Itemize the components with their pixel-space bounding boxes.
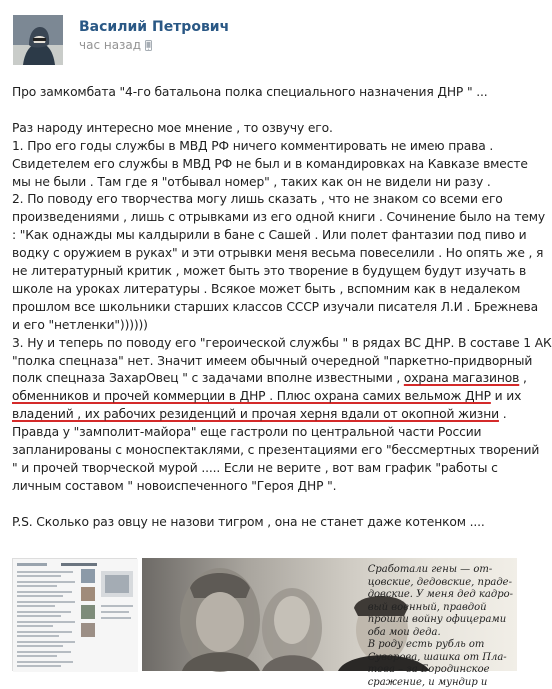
poem-line: сражение, и мундир и: [368, 677, 513, 689]
text-line: школе на уроках литературы . Всякое может быть , вспомним как в недалеком: [12, 281, 517, 299]
text-line: Свидетелем его службы в МВД РФ не был и в командировках на Кавказе вместе: [12, 156, 517, 174]
text-line: произведениями , лишь с отрывками из его одной книги . Сочинение было на тему: [12, 209, 517, 227]
underlined-text: обменников и прочей коммерции в ДНР . Плюс охрана самих вельмож ДНР: [12, 389, 491, 403]
poem-line: цовские, дедовские, праде-: [368, 577, 513, 590]
post-attachments: [12, 558, 517, 671]
phone-icon: [145, 40, 152, 54]
text-line: 2. По поводу его творчества могу лишь сказать , что не знаком со всеми его: [12, 191, 517, 209]
schedule-screenshot-thumbnail[interactable]: [12, 558, 137, 671]
text-line: 1. Про его годы службы в МВД РФ ничего комментировать не имею права .: [12, 138, 517, 156]
text-line: и его "нетленки")))))): [12, 317, 517, 335]
text-line: P.S. Сколько раз овцу не назови тигром , она не станет даже котенком ....: [12, 514, 517, 532]
author-avatar[interactable]: [13, 15, 63, 65]
poem-line: вый военный, правдой: [368, 602, 513, 615]
avatar-image: [13, 15, 63, 65]
text-fragment: .: [503, 407, 507, 421]
text-line: [12, 388, 517, 406]
text-line: личным составом " новоиспеченного "Героя ДНР ".: [12, 478, 517, 496]
text-fragment: и их: [495, 389, 522, 403]
text-line: Правда у "замполит-майора" еще гастроли по центральной части России: [12, 424, 517, 442]
text-line: не литературный критик , может быть это творение в будущем будут изучать в: [12, 263, 517, 281]
poem-line: Суворова, шашка от Пла-: [368, 652, 513, 665]
poem-line: довские. У меня дед кадро-: [368, 589, 513, 602]
poem-line: прошли войну офицерами: [368, 614, 513, 627]
poem-excerpt: [368, 564, 513, 689]
poem-line: Сработали гены — от-: [368, 564, 513, 577]
post-header: [0, 0, 525, 70]
text-line: 3. Ну и теперь по поводу его "героической службы " в рядах ВС ДНР. В составе 1 АК: [12, 335, 517, 353]
photo-collage-thumbnail[interactable]: [142, 558, 517, 671]
text-line: водку с оружием в руках" и эти отрывки меня весьма повеселили . Но опять же , я: [12, 245, 517, 263]
text-line: Раз народу интересно мое мнение , то озвучу его.: [12, 120, 517, 138]
text-line: запланированы с моноспектаклями, с презентациями его "бессмертных творений: [12, 442, 517, 460]
schedule-screenshot-image: [13, 559, 138, 672]
blank-line: [12, 102, 517, 120]
text-line: : "Как однажды мы калдырили в бане с Сашей . Или полет фантазии под пиво и: [12, 227, 517, 245]
underlined-text: владений , их рабочих резиденций и прочая херня вдали от окопной жизни: [12, 407, 499, 421]
text-line: [12, 406, 517, 424]
post-text: [12, 84, 517, 532]
blank-line: [12, 496, 517, 514]
post-time[interactable]: [79, 38, 152, 54]
poem-line: В роду есть рубль от: [368, 639, 513, 652]
poem-line: оба мои деда.: [368, 627, 513, 640]
text-fragment: ,: [523, 371, 527, 385]
text-line: "полка спецназа" нет. Значит имеем обычный очередной "паркетно-придворный: [12, 353, 517, 371]
text-line: Про замкомбата "4-го батальона полка специального назначения ДНР " ...: [12, 84, 517, 102]
poem-line: това – за Бородинское: [368, 664, 513, 677]
underlined-text: охрана магазинов: [404, 371, 519, 385]
author-name[interactable]: Василий Петрович: [79, 19, 229, 35]
text-line: " и прочей творческой мурой ..... Если не верите , вот вам график "работы с: [12, 460, 517, 478]
text-line: мы не были . Там где я "отбывал номер" , таких как он не видели ни разу .: [12, 174, 517, 192]
post-time-text: час назад: [79, 38, 141, 52]
text-fragment: полк спецназа ЗахарОвец " с задачами вполне известными ,: [12, 371, 400, 385]
text-line: прошлом все школьники старших классов СССР изучали писателя Л.И . Брежнева: [12, 299, 517, 317]
text-line: [12, 370, 517, 388]
